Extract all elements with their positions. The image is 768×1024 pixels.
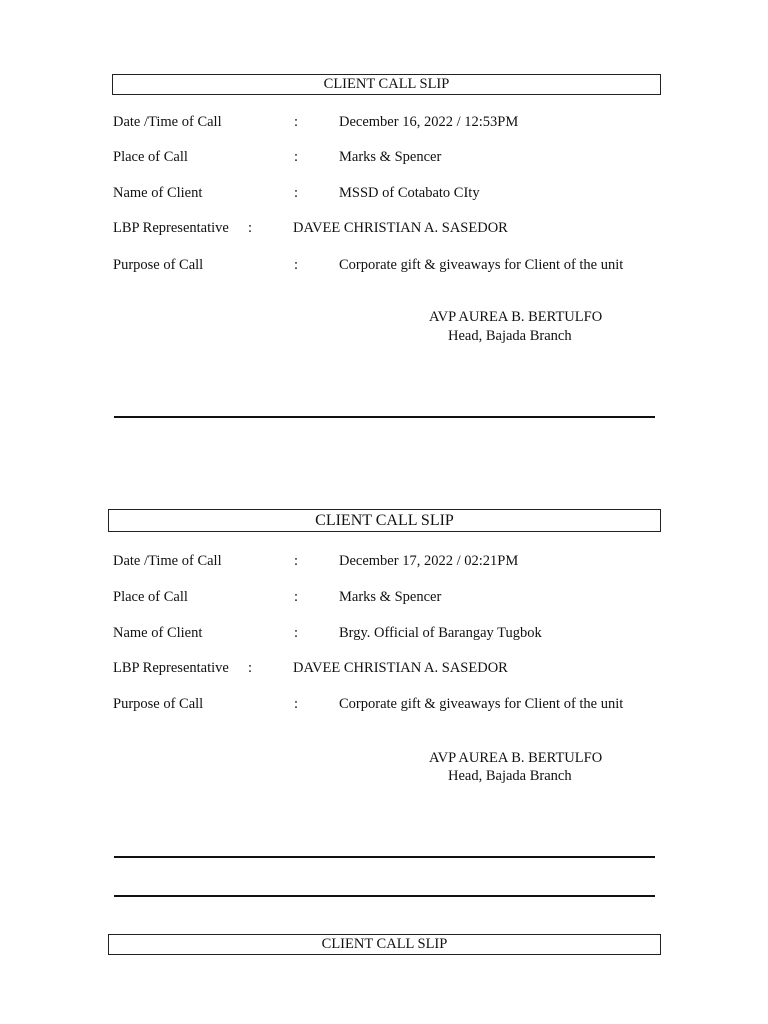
row-separator: : — [294, 696, 299, 712]
row-label: LBP Representative — [113, 220, 229, 236]
row-label: Purpose of Call — [113, 257, 204, 273]
divider-line — [114, 895, 655, 897]
row-value: December 16, 2022 / 12:53PM — [339, 114, 519, 130]
row-label: Date /Time of Call — [113, 114, 222, 130]
row-value: Marks & Spencer — [339, 589, 442, 605]
slip-2-signatory-name: AVP AUREA B. BERTULFO — [429, 750, 603, 766]
row-value: December 17, 2022 / 02:21PM — [339, 553, 519, 569]
slip-1-title-box — [112, 74, 661, 95]
row-value: Brgy. Official of Barangay Tugbok — [339, 625, 542, 641]
row-label: Name of Client — [113, 625, 203, 641]
row-label: Date /Time of Call — [113, 553, 222, 569]
slip-2-title-box — [108, 509, 661, 532]
row-separator: : — [294, 625, 299, 641]
row-value: Corporate gift & giveaways for Client of the unit — [339, 696, 624, 712]
row-label: LBP Representative — [113, 660, 229, 676]
slip-2-title: CLIENT CALL SLIP — [315, 512, 454, 529]
slip-3-title-box — [108, 934, 661, 955]
row-value: Corporate gift & giveaways for Client of the unit — [339, 257, 624, 273]
slip-1-signatory-title: Head, Bajada Branch — [448, 328, 572, 344]
row-separator: : — [294, 149, 299, 165]
row-separator: : — [248, 220, 253, 236]
row-separator: : — [248, 660, 253, 676]
divider-line — [114, 416, 655, 418]
row-separator: : — [294, 185, 299, 201]
slip-2-signatory-title: Head, Bajada Branch — [448, 768, 572, 784]
slip-1-signatory-name: AVP AUREA B. BERTULFO — [429, 309, 603, 325]
row-separator: : — [294, 114, 299, 130]
row-value: Marks & Spencer — [339, 149, 442, 165]
slip-1-title: CLIENT CALL SLIP — [323, 76, 450, 92]
row-separator: : — [294, 553, 299, 569]
row-value: DAVEE CHRISTIAN A. SASEDOR — [293, 220, 508, 236]
row-label: Place of Call — [113, 149, 188, 165]
row-value: MSSD of Cotabato CIty — [339, 185, 480, 201]
row-separator: : — [294, 589, 299, 605]
row-label: Purpose of Call — [113, 696, 204, 712]
row-separator: : — [294, 257, 299, 273]
row-label: Place of Call — [113, 589, 188, 605]
divider-line — [114, 856, 655, 858]
row-label: Name of Client — [113, 185, 203, 201]
slip-3-title: CLIENT CALL SLIP — [321, 936, 448, 952]
row-value: DAVEE CHRISTIAN A. SASEDOR — [293, 660, 508, 676]
